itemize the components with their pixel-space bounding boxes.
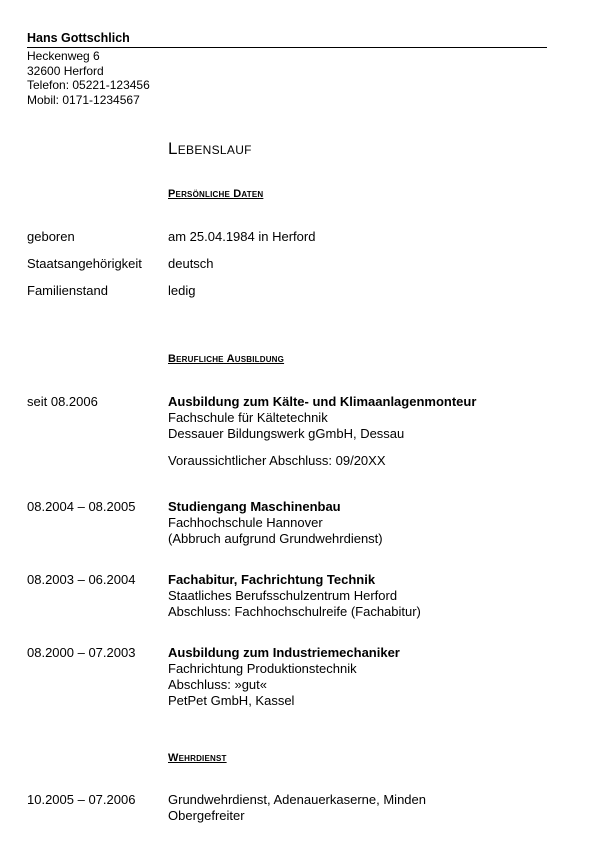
entry-line: Obergefreiter — [168, 808, 245, 823]
entry-date: seit 08.2006 — [27, 394, 98, 409]
entry-line: (Abbruch aufgrund Grundwehrdienst) — [168, 531, 383, 546]
address-city: 32600 Herford — [27, 63, 104, 78]
row-value: am 25.04.1984 in Herford — [168, 229, 316, 244]
entry-date: 10.2005 – 07.2006 — [27, 792, 136, 807]
entry-line: Abschluss: »gut« — [168, 677, 268, 692]
entry-details — [168, 792, 578, 824]
entry-line: Abschluss: Fachhochschulreife (Fachabitur) — [168, 604, 421, 619]
row-value: deutsch — [168, 256, 214, 271]
section-heading-education: Berufliche Ausbildung — [168, 353, 285, 365]
entry-date: 08.2000 – 07.2003 — [27, 645, 136, 660]
entry-details — [168, 499, 578, 547]
row-label: Familienstand — [27, 283, 108, 298]
row-value: ledig — [168, 283, 196, 298]
applicant-name: Hans Gottschlich — [27, 31, 547, 48]
entry-note: Voraussichtlicher Abschluss: 09/20XX — [168, 453, 386, 468]
entry-details — [168, 394, 578, 469]
section-heading-personal: Persönliche Daten — [168, 188, 264, 200]
cv-header — [27, 31, 547, 107]
address-street: Heckenweg 6 — [27, 49, 100, 63]
entry-line: PetPet GmbH, Kassel — [168, 693, 295, 708]
entry-line: Fachrichtung Produktionstechnik — [168, 661, 357, 676]
entry-line: Fachschule für Kältetechnik — [168, 410, 328, 425]
address-block — [27, 49, 547, 107]
row-label: Staatsangehörigkeit — [27, 256, 142, 271]
entry-line: Dessauer Bildungswerk gGmbH, Dessau — [168, 426, 405, 441]
entry-details — [168, 572, 578, 620]
document-title: Lebenslauf — [168, 139, 252, 158]
entry-date: 08.2003 – 06.2004 — [27, 572, 136, 587]
address-mobile: Mobil: 0171-1234567 — [27, 92, 140, 107]
entry-line: Grundwehrdienst, Adenauerkaserne, Minden — [168, 792, 426, 807]
address-phone: Telefon: 05221-123456 — [27, 78, 150, 92]
entry-line: Fachhochschule Hannover — [168, 515, 323, 530]
entry-title: Ausbildung zum Industriemechaniker — [168, 645, 400, 660]
entry-date: 08.2004 – 08.2005 — [27, 499, 136, 514]
entry-details — [168, 645, 578, 709]
entry-title: Fachabitur, Fachrichtung Technik — [168, 572, 376, 587]
entry-line: Staatliches Berufsschulzentrum Herford — [168, 588, 398, 603]
section-heading-military: Wehrdienst — [168, 752, 227, 764]
row-label: geboren — [27, 229, 75, 244]
entry-title: Studiengang Maschinenbau — [168, 499, 341, 514]
entry-title: Ausbildung zum Kälte- und Klimaanlagenmonteur — [168, 394, 477, 409]
